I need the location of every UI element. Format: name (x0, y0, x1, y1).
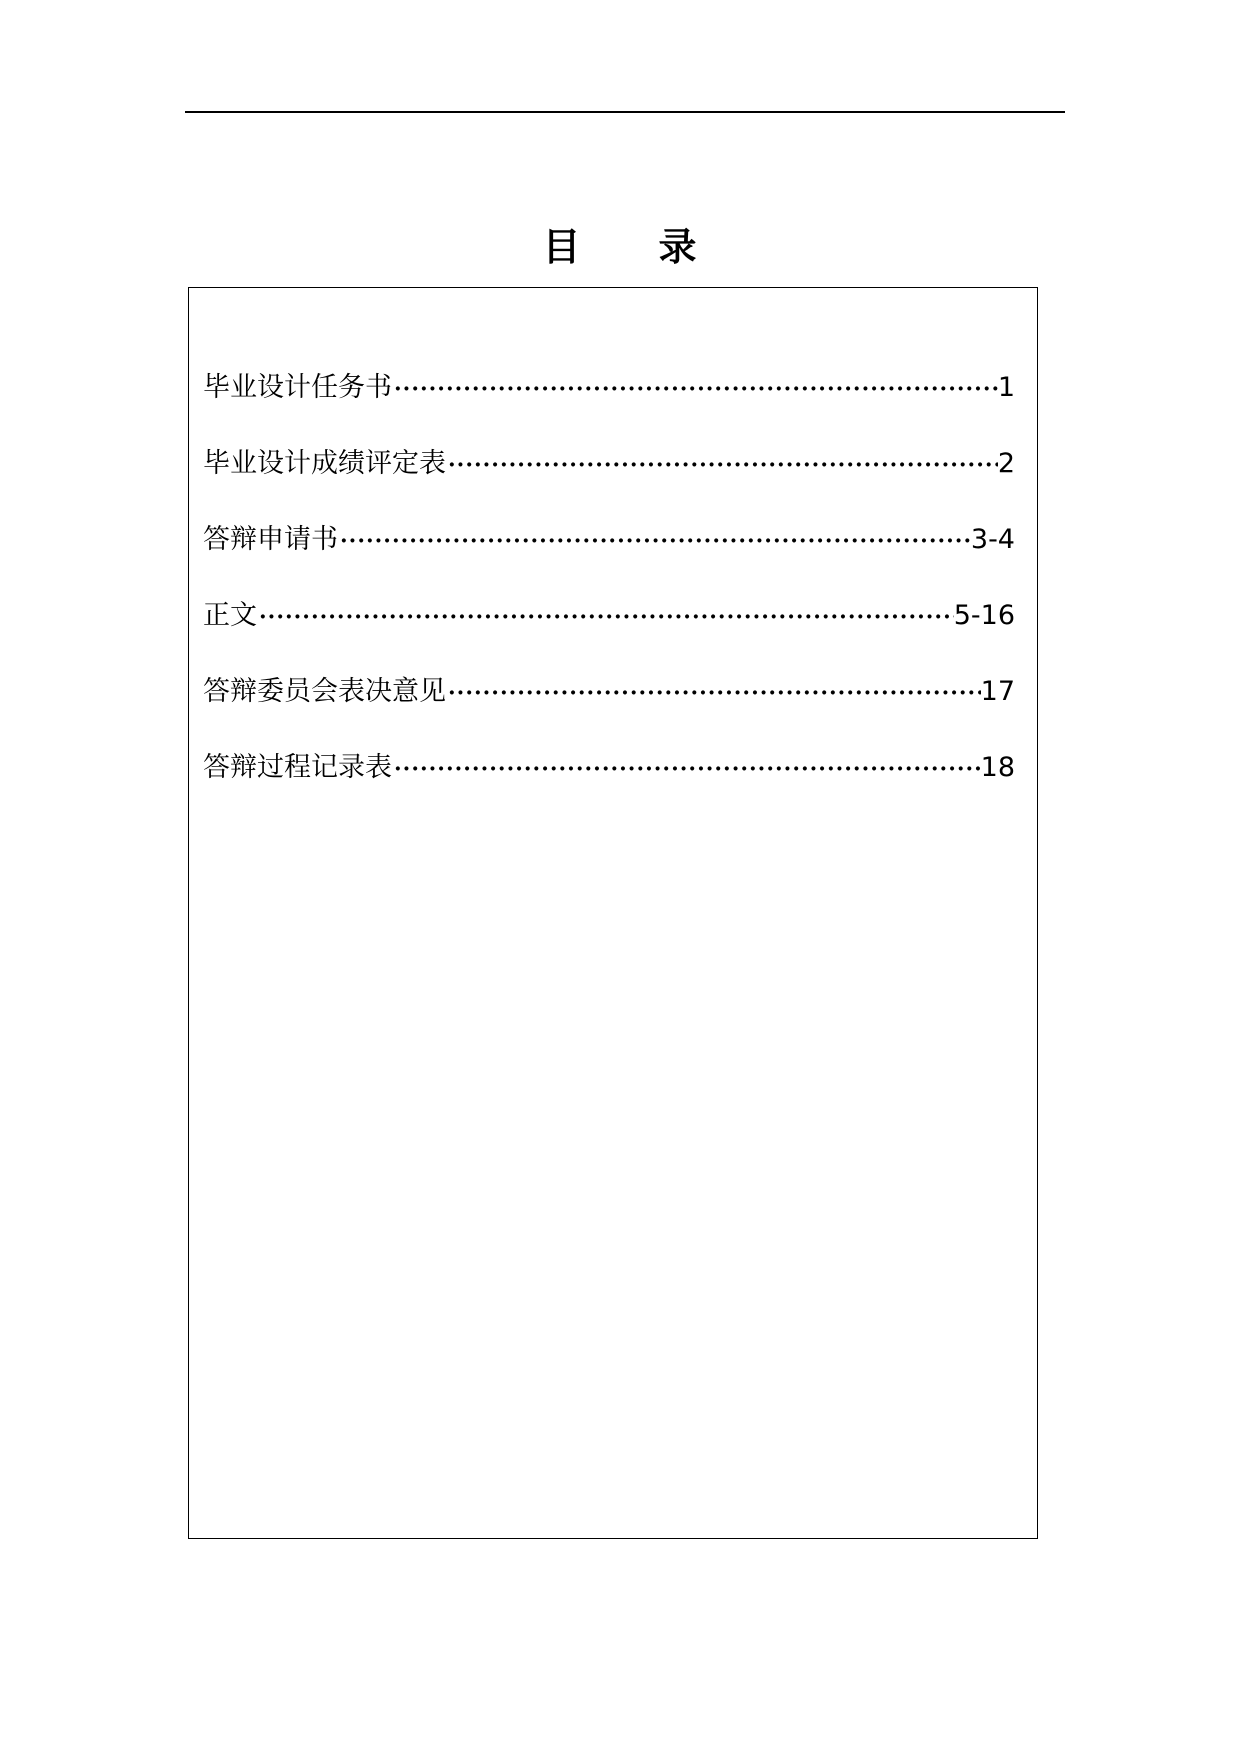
toc-item-defense-record[interactable] (203, 748, 1015, 824)
toc-item-page: 3-4 (970, 524, 1015, 555)
toc-item-grade-form[interactable] (203, 444, 1015, 520)
toc-dot-leader (446, 673, 981, 714)
toc-item-page: 5-16 (953, 600, 1015, 631)
toc-item-page: 17 (980, 676, 1015, 707)
toc-item-label: 答辩申请书 (203, 524, 338, 555)
toc-item-label: 毕业设计成绩评定表 (203, 448, 446, 479)
toc-item-label: 答辩过程记录表 (203, 752, 392, 783)
toc-list (203, 368, 1015, 824)
toc-item-page: 18 (980, 752, 1015, 783)
toc-dot-leader (338, 521, 971, 562)
toc-item-page: 2 (997, 448, 1015, 479)
toc-dot-leader (257, 597, 954, 638)
toc-item-label: 正文 (203, 600, 257, 631)
header-rule (185, 111, 1065, 113)
toc-item-defense-application[interactable] (203, 520, 1015, 596)
toc-item-task-book[interactable] (203, 368, 1015, 444)
toc-dot-leader (392, 749, 981, 790)
title-char-1: 目 (542, 225, 583, 269)
toc-item-committee-opinion[interactable] (203, 672, 1015, 748)
toc-frame (188, 287, 1038, 1539)
toc-item-main-text[interactable] (203, 596, 1015, 672)
page-title (0, 222, 1241, 272)
title-char-2: 录 (658, 225, 699, 269)
toc-item-label: 毕业设计任务书 (203, 372, 392, 403)
toc-dot-leader (446, 445, 998, 486)
toc-item-label: 答辩委员会表决意见 (203, 676, 446, 707)
toc-item-page: 1 (997, 372, 1015, 403)
toc-dot-leader (392, 369, 998, 410)
